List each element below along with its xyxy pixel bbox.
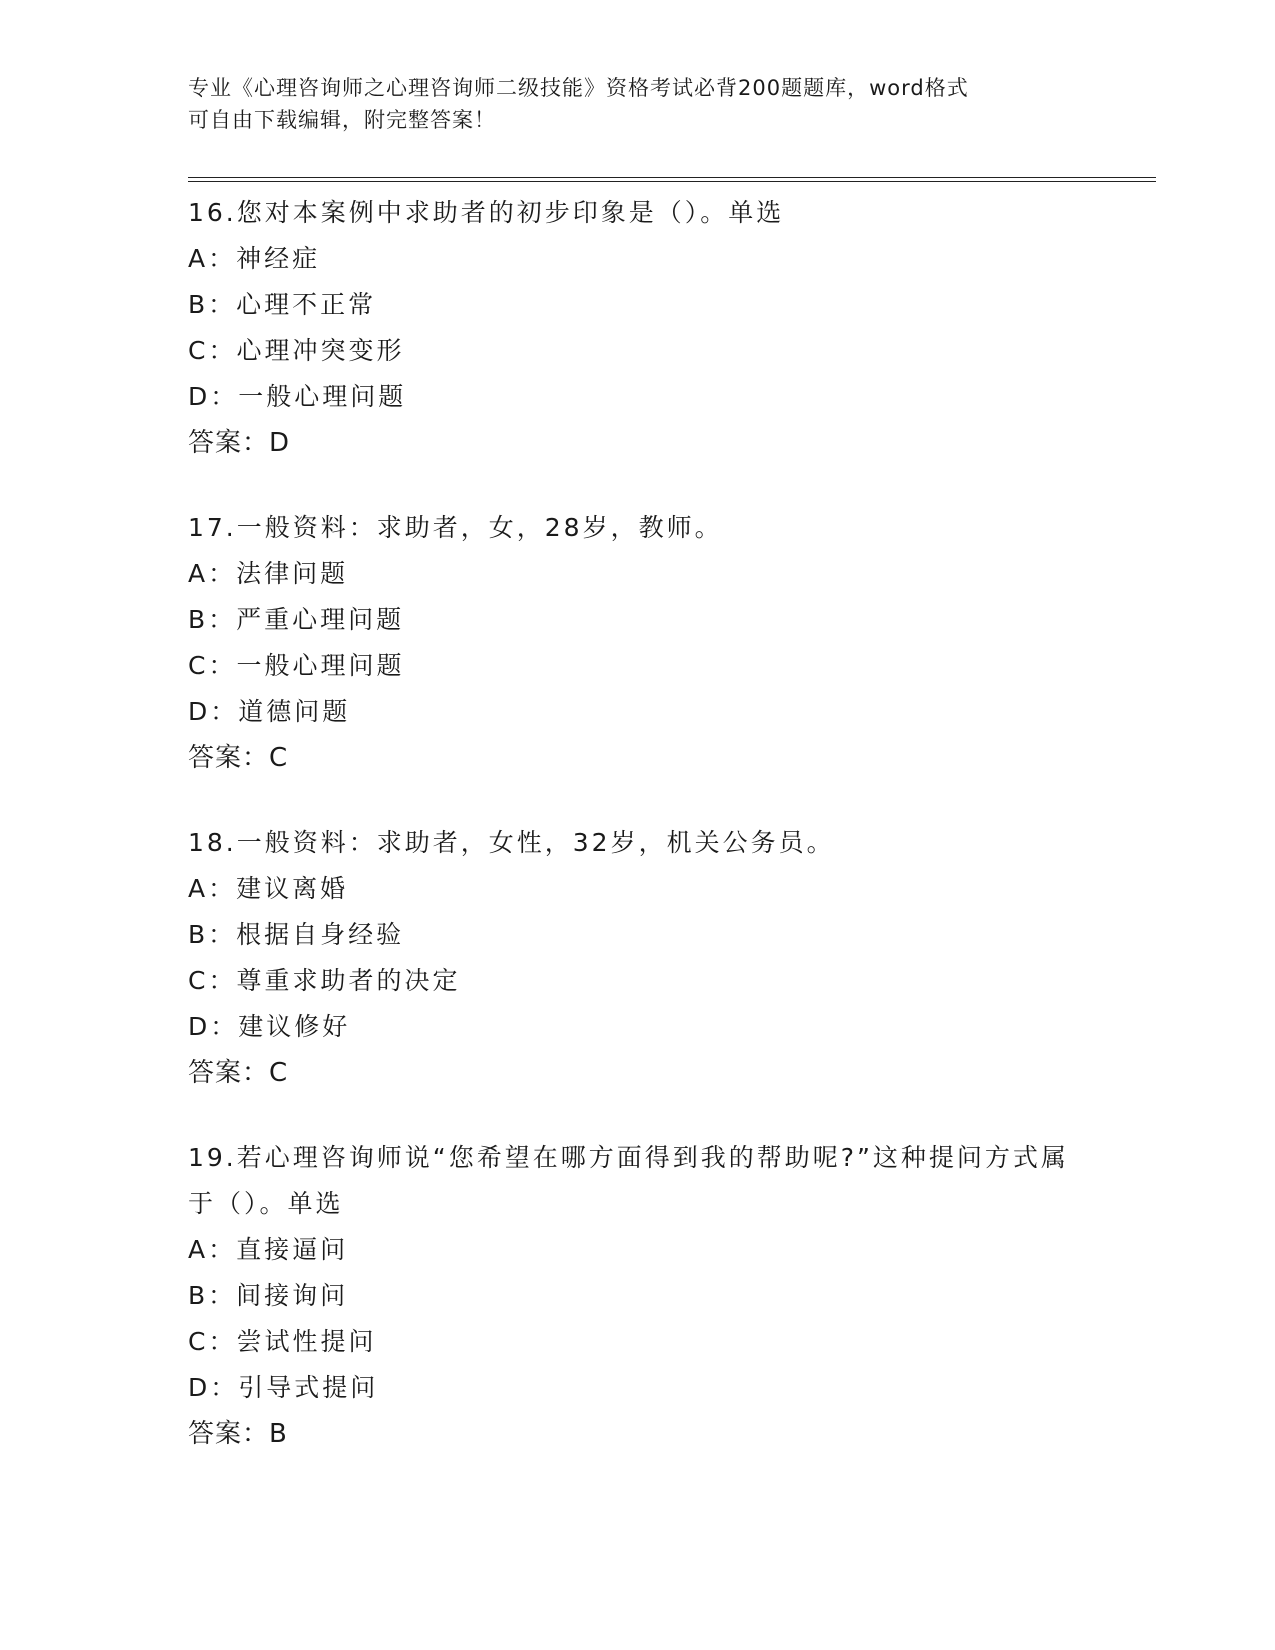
question-stem: 19.若心理咨询师说“您希望在哪方面得到我的帮助呢?”这种提问方式属于（）。单选: [188, 1143, 1069, 1218]
answer: 答案：B: [188, 1419, 288, 1449]
option-c: C：尝试性提问: [188, 1327, 377, 1356]
option-c: C：一般心理问题: [188, 651, 405, 680]
header-line-1: 专业《心理咨询师之心理咨询师二级技能》资格考试必背200题题库，word格式: [188, 76, 969, 100]
question-list: [188, 190, 1088, 1496]
option-a: A：直接逼问: [188, 1235, 349, 1264]
header-line-2: 可自由下载编辑，附完整答案！: [188, 108, 496, 132]
option-a: A：法律问题: [188, 559, 349, 588]
question-19: [188, 1135, 1088, 1457]
option-b: B：根据自身经验: [188, 920, 405, 949]
option-b: B：严重心理问题: [188, 605, 405, 634]
document-header: [188, 72, 1088, 136]
option-a: A：神经症: [188, 244, 321, 273]
answer: 答案：D: [188, 428, 291, 458]
option-d: D：道德问题: [188, 697, 351, 726]
option-b: B：间接询问: [188, 1281, 349, 1310]
answer: 答案：C: [188, 1058, 289, 1088]
option-c: C：尊重求助者的决定: [188, 966, 461, 995]
option-b: B：心理不正常: [188, 290, 377, 319]
option-c: C：心理冲突变形: [188, 336, 405, 365]
option-d: D：建议修好: [188, 1012, 351, 1041]
header-divider-top: [188, 177, 1156, 178]
question-stem: 18.一般资料：求助者，女性，32岁，机关公务员。: [188, 828, 835, 857]
option-d: D：引导式提问: [188, 1373, 379, 1402]
question-17: [188, 505, 1088, 781]
header-divider-bottom: [188, 181, 1156, 182]
question-stem: 17.一般资料：求助者，女，28岁，教师。: [188, 513, 723, 542]
answer: 答案：C: [188, 743, 289, 773]
option-a: A：建议离婚: [188, 874, 349, 903]
question-16: [188, 190, 1088, 466]
question-stem: 16.您对本案例中求助者的初步印象是（）。单选: [188, 198, 785, 227]
option-d: D：一般心理问题: [188, 382, 407, 411]
question-18: [188, 820, 1088, 1096]
